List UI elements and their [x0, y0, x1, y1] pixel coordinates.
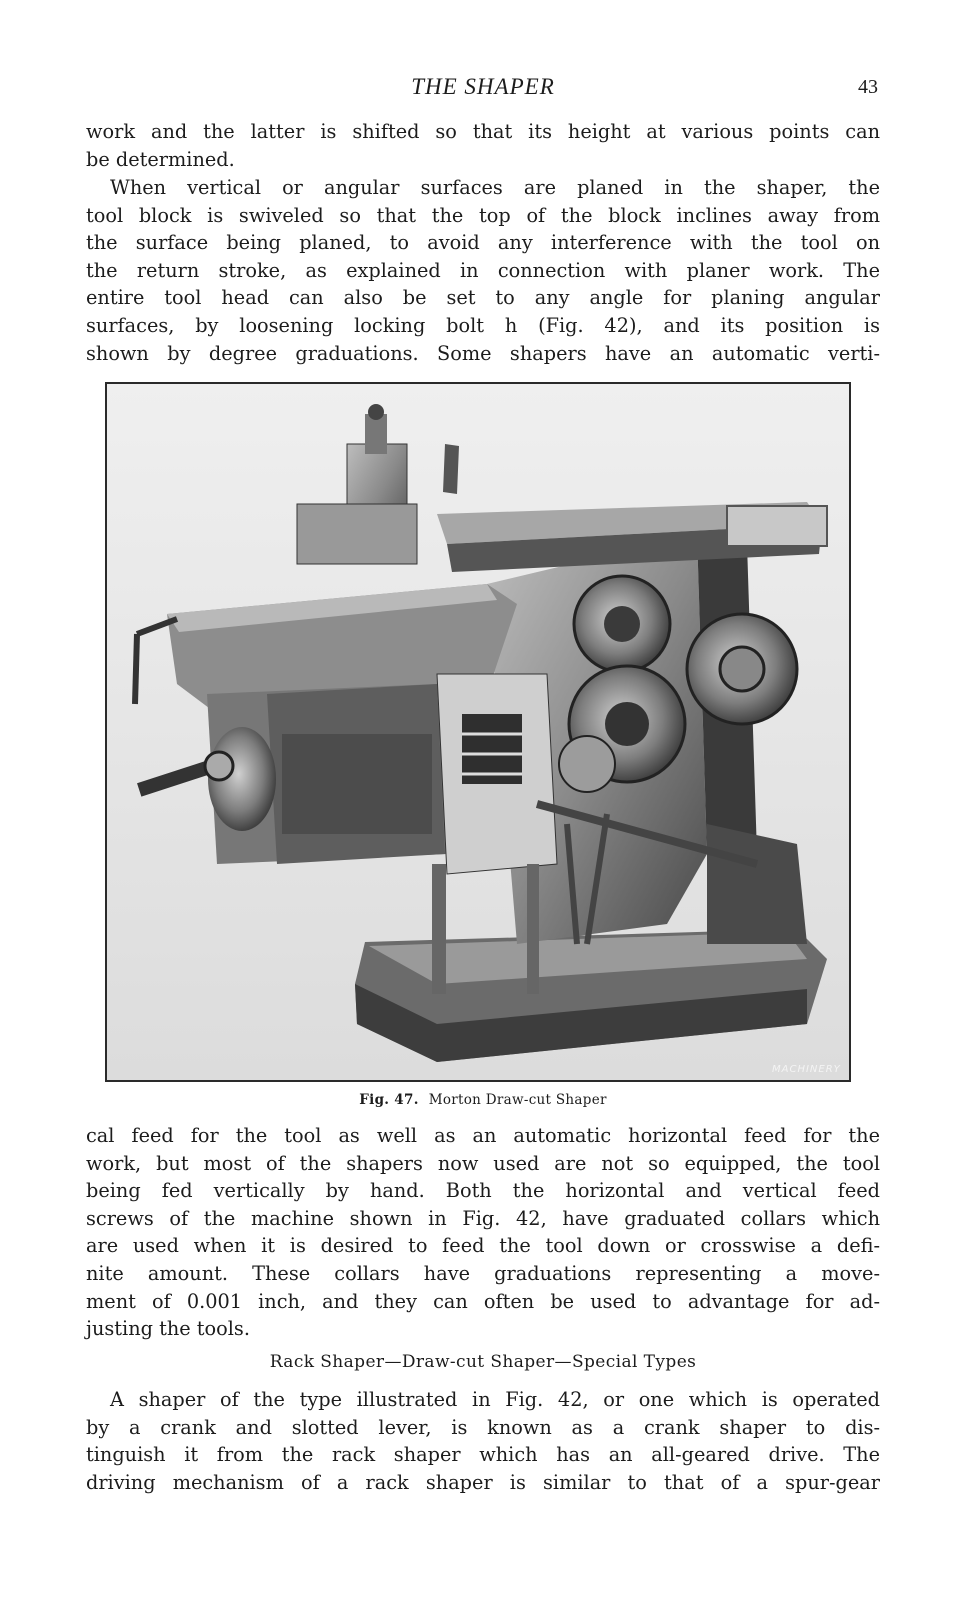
- text-line: be determined.: [86, 147, 235, 171]
- text-line: nite amount. These collars have graduations representing a move-: [86, 1261, 880, 1285]
- text-line: being fed vertically by hand. Both the horizontal and vertical feed: [86, 1179, 880, 1203]
- text-line: are used when it is desired to feed the tool down or crosswise a defi-: [86, 1234, 880, 1258]
- figure-caption-text: Morton Draw-cut Shaper: [428, 1092, 607, 1108]
- text-line: surfaces, by loosening locking bolt h (Fig. 42), and its position is: [86, 313, 880, 337]
- text-line: When vertical or angular surfaces are planed in the shaper, the: [110, 176, 880, 199]
- text-line: by a crank and slotted lever, is known as a crank shaper to dis-: [86, 1415, 880, 1439]
- text-line: shown by degree graduations. Some shapers have an automatic verti-: [86, 341, 880, 365]
- text-line: the surface being planed, to avoid any interference with the tool on: [86, 231, 880, 255]
- text-line: driving mechanism of a rack shaper is similar to that of a spur-gear: [86, 1470, 880, 1494]
- text-line: entire tool head can also be set to any angle for planing angular: [86, 286, 880, 310]
- text-line: tinguish it from the rack shaper which has an all-geared drive. The: [86, 1443, 880, 1467]
- running-head: [86, 74, 880, 104]
- text-line: screws of the machine shown in Fig. 42, have graduated collars which: [86, 1206, 880, 1230]
- text-line: justing the tools.: [86, 1317, 250, 1341]
- page-number: 43: [858, 76, 878, 98]
- paragraph-continuation: [86, 118, 880, 173]
- paragraph-feed: [86, 1122, 880, 1343]
- paragraph-rack-shaper: [86, 1386, 880, 1496]
- figure-shaper-photo: [105, 382, 851, 1082]
- section-heading: Rack Shaper—Draw-cut Shaper—Special Types: [269, 1352, 697, 1372]
- figure-caption: [86, 1092, 880, 1108]
- figure-watermark: MACHINERY: [772, 1064, 841, 1075]
- text-line: work, but most of the shapers now used are not so equipped, the tool: [86, 1151, 880, 1175]
- text-line: the return stroke, as explained in connection with planer work. The: [86, 258, 880, 282]
- figure-label: Fig. 47.: [359, 1092, 419, 1108]
- text-line: ment of 0.001 inch, and they can often be used to advantage for ad-: [86, 1289, 880, 1313]
- paragraph-angular-surfaces: [86, 174, 880, 367]
- text-line: A shaper of the type illustrated in Fig. 42, or one which is operated: [110, 1388, 880, 1411]
- text-line: tool block is swiveled so that the top of the block inclines away from: [86, 203, 880, 227]
- running-title: THE SHAPER: [411, 74, 555, 99]
- shaper-machine-illustration: [107, 384, 849, 1080]
- text-line: work and the latter is shifted so that its height at various points can: [86, 120, 880, 143]
- text-line: cal feed for the tool as well as an automatic horizontal feed for the: [86, 1124, 880, 1147]
